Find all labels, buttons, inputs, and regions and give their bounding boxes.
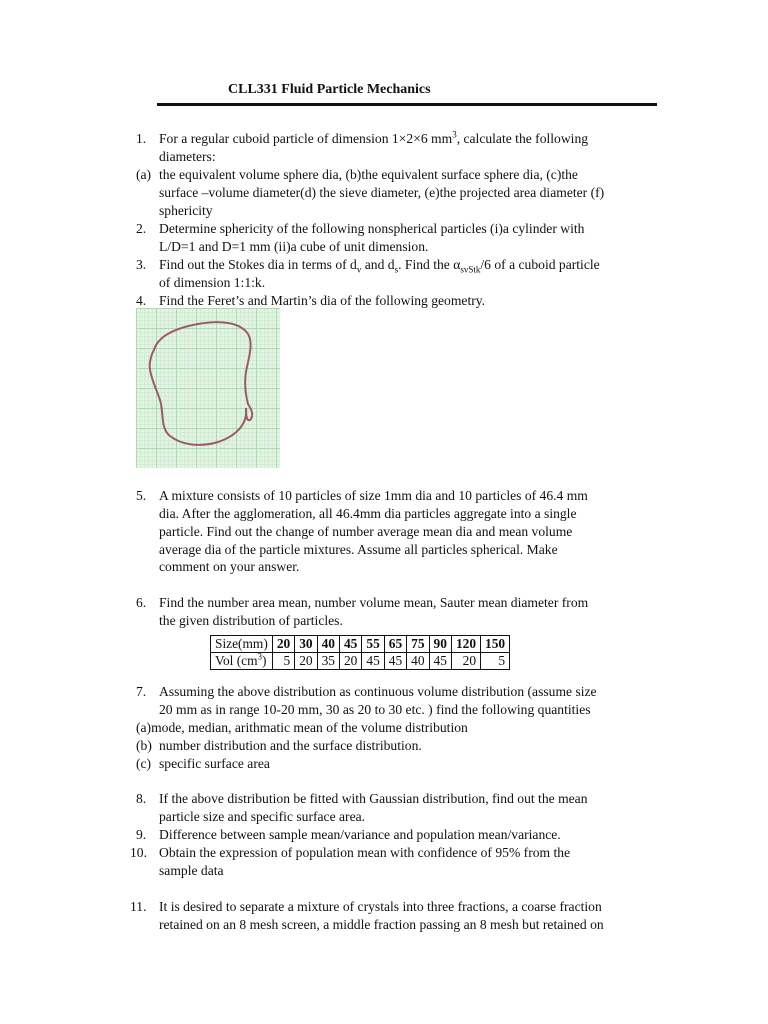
- q6-line-1: Find the number area mean, number volume mean, Sauter mean diameter from: [159, 595, 589, 610]
- vol-cell: 20: [295, 653, 317, 670]
- q11-line-2: retained on an 8 mesh screen, a middle fraction passing an 8 mesh but retained on: [159, 917, 604, 932]
- q8-line-1: If the above distribution be fitted with Gaussian distribution, find out the mean: [159, 791, 588, 806]
- size-cell: 90: [429, 636, 451, 653]
- q7-part-b: number distribution and the surface distribution.: [159, 738, 422, 753]
- table-row-sizes: [211, 636, 510, 653]
- q9-number: 9.: [136, 827, 147, 842]
- q2-line-1: Determine sphericity of the following nonspherical particles (i)a cylinder with: [159, 221, 585, 236]
- q10-number: 10.: [130, 845, 147, 860]
- size-cell: 20: [272, 636, 294, 653]
- irregular-particle-outline: [136, 308, 280, 468]
- vol-cell: 45: [384, 653, 406, 670]
- vol-cell: 5: [481, 653, 510, 670]
- vol-cell: 35: [317, 653, 339, 670]
- q11-number: 11.: [130, 899, 147, 914]
- table-row-volumes: [211, 653, 510, 670]
- q11-line-1: It is desired to separate a mixture of crystals into three fractions, a coarse fraction: [159, 899, 602, 914]
- q6-number: 6.: [136, 595, 147, 610]
- vol-cell: 5: [272, 653, 294, 670]
- size-cell: 75: [407, 636, 429, 653]
- page-title: CLL331 Fluid Particle Mechanics: [228, 82, 431, 97]
- q7-part-b-label: (b): [136, 738, 152, 753]
- q9-line-1: Difference between sample mean/variance and population mean/variance.: [159, 827, 561, 842]
- q2-number: 2.: [136, 221, 147, 236]
- q10-line-2: sample data: [159, 863, 224, 878]
- q5-line-5: comment on your answer.: [159, 559, 300, 574]
- q7-number: 7.: [136, 684, 147, 699]
- q1-part-a-label: (a): [136, 167, 152, 182]
- q7-line-1: Assuming the above distribution as continuous volume distribution (assume size: [159, 684, 597, 699]
- graph-paper-figure: [136, 308, 280, 468]
- q1-line-5: sphericity: [159, 203, 213, 218]
- q5-line-3: particle. Find out the change of number average mean dia and mean volume: [159, 524, 573, 539]
- q3-line-2: of dimension 1:1:k.: [159, 275, 266, 290]
- q1-number: 1.: [136, 131, 147, 146]
- q8-number: 8.: [136, 791, 147, 806]
- title-rule: [157, 103, 657, 106]
- size-cell: 150: [481, 636, 510, 653]
- q7-line-2: 20 mm as in range 10-20 mm, 30 as 20 to 30 etc. ) find the following quantities: [159, 702, 591, 717]
- q3-number: 3.: [136, 257, 147, 272]
- q7-part-c-label: (c): [136, 756, 152, 771]
- size-cell: 30: [295, 636, 317, 653]
- q1-line-1: For a regular cuboid particle of dimension 1×2×6 $mm^3$, calculate the following: [159, 129, 589, 146]
- size-cell: 45: [339, 636, 361, 653]
- vol-cell: 20: [339, 653, 361, 670]
- q10-line-1: Obtain the expression of population mean with confidence of 95% from the: [159, 845, 571, 860]
- q6-line-2: the given distribution of particles.: [159, 613, 343, 628]
- size-cell: 120: [451, 636, 480, 653]
- q7-part-c: specific surface area: [159, 756, 270, 771]
- q2-line-2: L/D=1 and D=1 mm (ii)a cube of unit dimension.: [159, 239, 429, 254]
- q8-line-2: particle size and specific surface area.: [159, 809, 366, 824]
- q4-number: 4.: [136, 293, 147, 308]
- q7-part-a: (a)mode, median, arithmatic mean of the volume distribution: [136, 720, 468, 735]
- q1-line-3: the equivalent volume sphere dia, (b)the equivalent surface sphere dia, (c)the: [159, 167, 578, 182]
- size-cell: 65: [384, 636, 406, 653]
- size-header-cell: Size(mm): [211, 636, 273, 653]
- vol-cell: 40: [407, 653, 429, 670]
- q1-line-4: surface –volume diameter(d) the sieve diameter, (e)the projected area diameter (f): [159, 185, 605, 200]
- q3-line-1: Find out the Stokes dia in terms of $d_v$ and $d_s$. Find the $\alpha_{svStk}/6$ of a cuboid particle: [159, 257, 600, 275]
- vol-header-cell: Vol $(cm^3)$: [211, 653, 273, 670]
- size-cell: 55: [362, 636, 384, 653]
- size-distribution-table: [210, 635, 510, 670]
- q5-line-4: average dia of the particle mixtures. Assume all particles spherical. Make: [159, 542, 558, 557]
- q1-line-2: diameters:: [159, 149, 216, 164]
- size-cell: 40: [317, 636, 339, 653]
- q5-line-2: dia. After the agglomeration, all 46.4mm dia particles aggregate into a single: [159, 506, 577, 521]
- vol-cell: 20: [451, 653, 480, 670]
- vol-cell: 45: [429, 653, 451, 670]
- q5-number: 5.: [136, 488, 147, 503]
- q4-line-1: Find the Feret’s and Martin’s dia of the following geometry.: [159, 293, 486, 308]
- vol-cell: 45: [362, 653, 384, 670]
- q5-line-1: A mixture consists of 10 particles of size 1mm dia and 10 particles of 46.4 mm: [159, 488, 588, 503]
